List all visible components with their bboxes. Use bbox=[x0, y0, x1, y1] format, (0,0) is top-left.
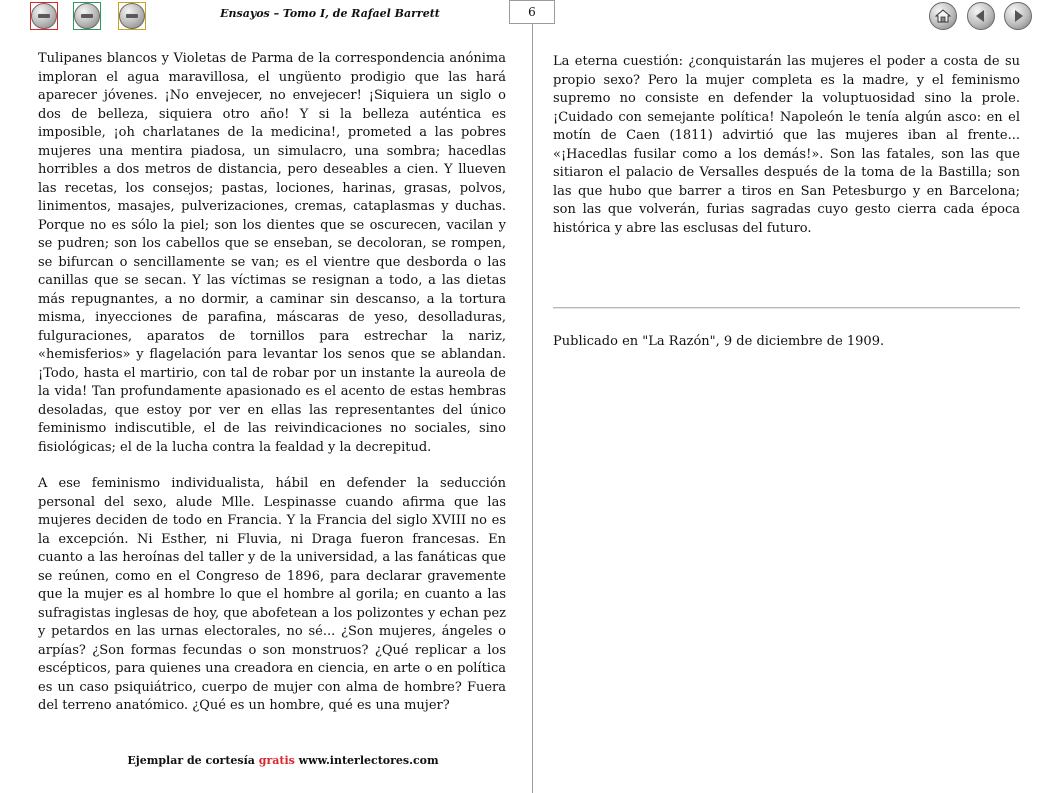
footer bbox=[60, 754, 506, 767]
left-column bbox=[38, 50, 506, 734]
right-column bbox=[553, 53, 1020, 256]
home-button[interactable] bbox=[929, 2, 957, 30]
paragraph: La eterna cuestión: ¿conquistarán las mujeres el poder a costa de su propio sexo? Pero la mujer completa es la madre, y el feminismo supremo no consiste en defender la voluptuosidad sino la prole. ¡Cuidado con semejante política! Napoleón le tenía algún asco: en el motín de Caen (1811) advirtió que las mujeres iban al frente... «¡Hacedlas fusilar como a los demás!». Son las fatales, son las que sitiaron el palacio de Versalles después de la toma de la Bastilla; son las que hubo que barrer a tiros en San Petesburgo y en Barcelona; son las que volverán, furias sagradas cuyo gesto cierra cada época histórica y abre las esclusas del futuro. bbox=[553, 54, 1020, 236]
minus-icon bbox=[119, 3, 145, 29]
footer-prefix: Ejemplar de cortesía bbox=[127, 754, 259, 767]
window-button-red[interactable] bbox=[30, 2, 58, 30]
footer-gratis: gratis bbox=[258, 754, 295, 767]
minus-icon bbox=[74, 3, 100, 29]
minus-icon bbox=[31, 3, 57, 29]
footer-site-link[interactable]: www.interlectores.com bbox=[294, 754, 439, 767]
paragraph: A ese feminismo individualista, hábil en defender la seducción personal del sexo, alude Mlle. Lespinasse cuando afirma que las mujeres deciden de todo en Francia. Y la Francia del siglo XVIII no es la excepción. Ni Esther, ni Fluvia, ni Draga fueron francesas. En cuanto a las heroínas del taller y de la universidad, a las fanáticas que se reúnen, como en el Congreso de 1896, para declarar gravemente que la mujer es al hombre lo que el hombre al gorila; en cuanto a las sufragistas inglesas de hoy, que abofetean a los polizontes y echan pez y petardos en las urnas electorales, no sé... ¿Son mujeres, ángeles o arpías? ¿Son formas fecundas o son monstruos? ¿Qué replicar a los escépticos, para quienes una creadora en ciencia, en arte o en política es un caso psiquiátrico, cuerpo de mujer con alma de hombre? Fuera del terreno anatómico. ¿Qué es un hombre, qué es una mujer? bbox=[38, 476, 506, 713]
previous-page-button[interactable] bbox=[967, 2, 995, 30]
document-title: Ensayos – Tomo I, de Rafael Barrett bbox=[220, 7, 440, 20]
publication-note: Publicado en "La Razón", 9 de diciembre de 1909. bbox=[553, 334, 885, 349]
home-icon bbox=[935, 8, 951, 24]
next-page-button[interactable] bbox=[1004, 2, 1032, 30]
page-number: 6 bbox=[509, 0, 555, 24]
window-button-yellow[interactable] bbox=[118, 2, 146, 30]
section-divider bbox=[553, 307, 1020, 309]
column-divider bbox=[532, 24, 533, 793]
paragraph: Tulipanes blancos y Violetas de Parma de la correspondencia anónima imploran el agua maravillosa, el ungüento prodigio que las hará aparecer jóvenes. ¡No envejecer, no envejecer! ¡Siquiera un siglo o dos de belleza, siquiera otro año! Y si la belleza auténtica es imposible, ¡oh charlatanes de la medicina!, prometed a las pobres mujeres una mentira piadosa, un simulacro, una sombra; hacedlas horribles a dos metros de distancia, pero deseables a cien. Y llueven las recetas, los consejos; pastas, lociones, harinas, grasas, polvos, linimentos, masajes, pulverizaciones, cremas, cataplasmas y duchas. Porque no es sólo la piel; son los dientes que se oscurecen, vacilan y se pudren; son los cabellos que se enseban, se decoloran, se rompen, se bifurcan o sencillamente se van; es el vientre que desborda o las canillas que se secan. Y las víctimas se resignan a todo, a las dietas más repugnantes, a no dormir, a caminar sin descanso, a la tortura misma, inyecciones de parafina, máscaras de yeso, desolladuras, fulguraciones, aparatos de tornillos para estrechar la nariz, «hemisferios» y flagelación para levantar los senos que se ablandan. ¡Todo, hasta el martirio, con tal de robar por un instante la aureola de la vida! Tan profundamente apasionado es el acento de estas hembras desoladas, que estoy por ver en ellas las representantes del único feminismo indiscutible, el de las reivindicaciones no sociales, sino fisiológicas; el de la lucha contra la fealdad y la decrepitud. bbox=[38, 51, 506, 455]
window-button-green[interactable] bbox=[73, 2, 101, 30]
arrow-left-icon bbox=[973, 8, 989, 24]
arrow-right-icon bbox=[1010, 8, 1026, 24]
